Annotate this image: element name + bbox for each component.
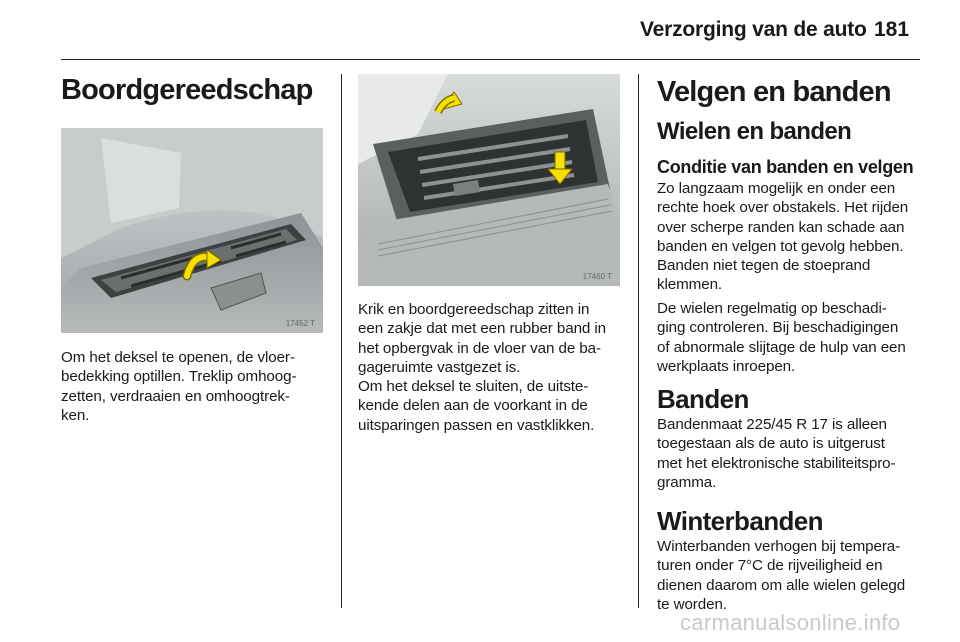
page-number: 181 (874, 18, 910, 41)
section-heading-velgen: Velgen en banden (657, 76, 891, 108)
section-heading-boordgereedschap: Boordgereedschap (61, 74, 313, 106)
figure-tool-compartment (358, 74, 620, 286)
heading-banden: Banden (657, 384, 749, 414)
paragraph-tyre-size: Bandenmaat 225/45 R 17 is alleen toegestaan als de auto is uitgerust met het elektronische stabiliteitspro- gramma. (657, 416, 896, 491)
paragraph-close-lid: Om het deksel te sluiten, de uitste- kende delen aan de voorkant in de uitsparingen passen en vastklikken. (358, 378, 595, 434)
paragraph-condition-2: De wielen regelmatig op beschadi- ging controleren. Bij beschadigingen of abnormale slijtage de hulp van een werkplaats inroepen. (657, 300, 906, 375)
header-title: Verzorging van de auto (640, 18, 867, 41)
header-divider (61, 59, 920, 60)
trunk-floor-illustration (61, 128, 323, 333)
paragraph-winter-tyres: Winterbanden verhogen bij tempera- turen onder 7°C de rijveiligheid en dienen daarom om alle wielen gelegd te worden. (657, 538, 906, 613)
column-divider-left (341, 74, 342, 608)
tool-compartment-illustration (358, 74, 620, 286)
paragraph-jack-storage: Krik en boordgereedschap zitten in een zakje dat met een rubber band in het opbergvak in de vloer van de ba- gageruimte vastgezet is. (358, 301, 607, 376)
figure-code: 17460 T (582, 272, 612, 281)
heading-winterbanden: Winterbanden (657, 506, 823, 536)
watermark: carmanualsonline.info (680, 610, 901, 635)
subheading-wielen: Wielen en banden (657, 118, 852, 145)
figure-trunk-floor-open (61, 128, 323, 333)
figure-code: 17452 T (285, 319, 315, 328)
column-divider-right (638, 74, 639, 608)
instruction-paragraph: Om het deksel te openen, de vloer- bedekking optillen. Treklip omhoog- zetten, verdraaien en omhoogtrek- ken. (61, 349, 297, 424)
heading-conditie: Conditie van banden en velgen (657, 157, 914, 177)
paragraph-condition-1: Zo langzaam mogelijk en onder een rechte hoek over obstakels. Het rijden over scherpe randen kan schade aan banden en velgen tot gevolg hebben. Banden niet tegen de stoeprand klemmen. (657, 180, 909, 294)
